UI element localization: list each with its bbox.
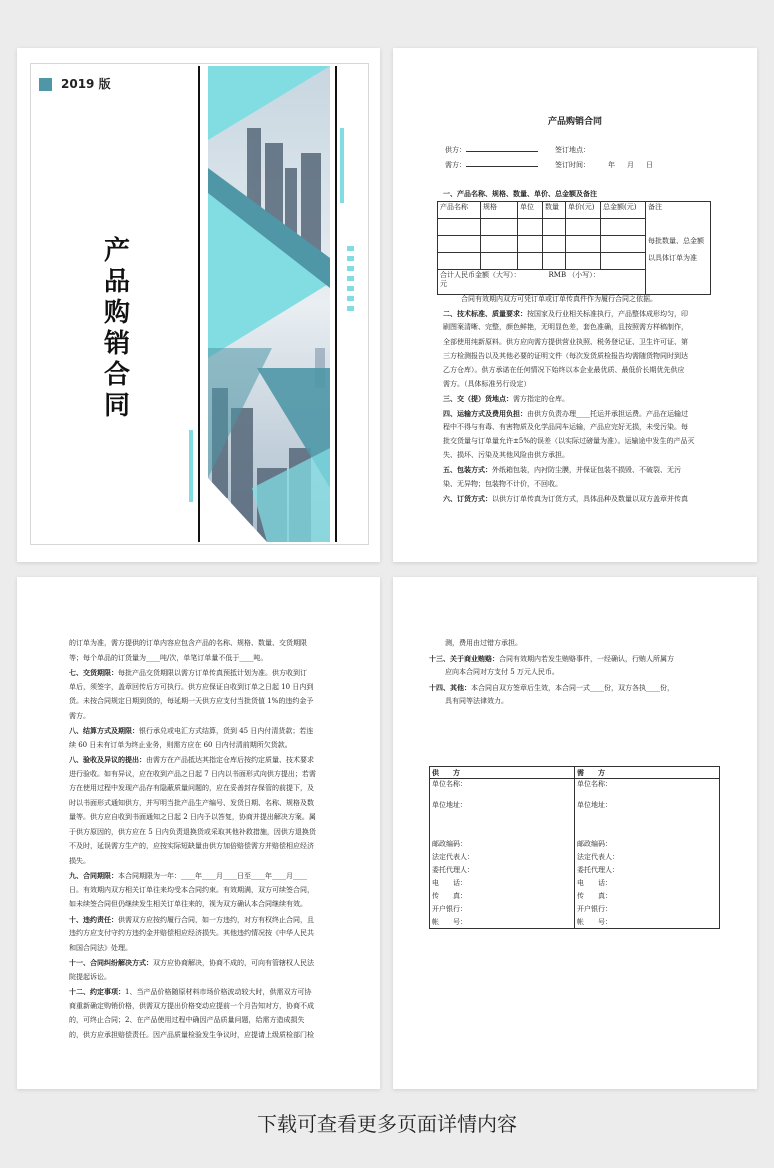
sign-field: 电 话： [432, 878, 467, 887]
text-line: 合同有效期内双方可凭订单或订单传真件作为履行合同之依据。 [461, 295, 657, 303]
sign-field: 单位名称： [432, 780, 467, 788]
text-line: 染、无异物；包装物不计价，不回收。 [443, 479, 562, 488]
signature-table: 供 方 需 方 单位名称： 单位地址： 邮政编码： 法定代表人： 委托代理人： 电 话： 传 真： 开户银行： 帐 号： 单位名称： 单位地址： 邮政编码： 法定代表人： 委托代理人： 电 话： 传 真： 开户银行： 帐 号： [429, 766, 720, 929]
text-line: 测，费用由过错方承担。 [445, 639, 522, 647]
accent-bar-left [189, 430, 193, 502]
text-line: 商重新确定购销价格，供需双方提出价格变动应提前一个月告知对方，协商不成 [69, 1001, 314, 1010]
text-line: 批交货量与订单量允许±5%的误差（以实际过磅量为准）。运输途中发生的产品灭 [443, 437, 695, 445]
contract-title: 产品购销合同 [547, 117, 602, 127]
text-line: 的订单为准，需方提供的订单内容应包含产品的名称、规格、数量、交货期限 [69, 639, 307, 647]
sign-field: 帐 号： [577, 917, 612, 926]
text-line: 院提起诉讼。 [69, 972, 111, 981]
text-line: 刷图案清晰、完整，颜色鲜艳，无明显色差，套色准确，且按照需方样稿制作， [443, 323, 688, 332]
text-line: 失、损坏、污染及其他风险由供方承担。 [443, 451, 569, 460]
text-line: 十三、关于商业贿赂：合同有效期内若发生贿赂事件，一经确认，行贿人所属方 [429, 653, 674, 663]
text-line: 违约方应支付守约方违约金并赔偿相应经济损失。其他违约情况按《中华人民共 [69, 929, 314, 937]
text-line: 九、合同期限：本合同期限为一年：____年____月____日至____年____月____ [69, 871, 307, 880]
sign-field: 传 真： [432, 891, 467, 900]
text-line: 八、验收及异议的提出：由需方在产品抵达其指定仓库后按约定质量、技术要求 [69, 755, 314, 764]
text-line: 的，可终止合同；2、在产品使用过程中确因产品质量问题，给需方造成损失 [69, 1016, 305, 1024]
sign-field: 开户银行： [432, 904, 467, 913]
sign-field: 委托代理人： [577, 865, 619, 874]
text-line: 不及时，延误需方生产的，应按实际短缺量由供方加倍赔偿需方并赔偿相应经济 [69, 842, 314, 850]
text-line: 日。有效期内双方相关订单往来均受本合同约束。有效期满，双方可续签合同， [69, 885, 314, 894]
text-line: 三方检测报告以及其他必要的证明文件（每次发货质检报告均需随货物同时到达 [443, 351, 688, 360]
sign-field: 邮政编码： [432, 839, 467, 848]
sign-field: 法定代表人： [432, 852, 474, 861]
cover-art [17, 48, 380, 562]
text-line: 五、包装方式：外纸箱包装，内衬防尘膜，并保证包装不损毁、不破裂、无污 [443, 465, 681, 475]
vertical-line-left [198, 66, 200, 542]
text-line: 十、违约责任：供需双方应按约履行合同，如一方违约，对方有权终止合同，且 [69, 914, 314, 924]
sign-field: 电 话： [577, 878, 612, 887]
sign-field: 邮政编码： [577, 839, 612, 848]
cover-title: 产 品 购 销 合 同 [103, 236, 130, 421]
year-square [39, 78, 52, 91]
sign-field: 单位地址： [432, 800, 467, 809]
sign-time: 签订时间： 年 月 日 [555, 161, 653, 169]
download-more-text: 下载可查看更多页面详情内容 [257, 1112, 517, 1136]
text-line: 十四、其他：本合同自双方签章后生效，本合同一式____份，双方各执____份， [429, 682, 674, 692]
text-line: 三、交（提）货地点：需方指定的仓库。 [443, 394, 569, 404]
text-line: 和国合同法》处理。 [69, 943, 132, 952]
contract-page-2 [17, 577, 380, 1089]
sign-field: 法定代表人： [577, 852, 619, 861]
text-line: 十二、约定事项：1、当产品价格随原材料市场价格波动较大时，供需双方可协 [69, 987, 312, 996]
text-line: 损失。 [69, 856, 90, 865]
text-line: 方在使用过程中发现产品存有隐蔽质量问题的，应在妥善封存保管的前提下，及 [69, 784, 314, 792]
text-line: 于供方原因的，供方应在 5 日内负责退换货或采取其他补救措施，因供方退换货 [69, 827, 316, 836]
supplier-row: 供方： [445, 146, 538, 155]
text-line: 六、订货方式：以供方订单传真为订货方式，具体品种及数量以双方盖章并传真 [443, 493, 688, 503]
text-line: 量等。供方应自收到书面通知之日起 2 日内予以答复，协商并提出解决方案。属 [69, 813, 316, 821]
text-line: 全部使用纯新原料。供方应向需方提供营业执照、税务登记证、卫生许可证、第 [443, 337, 688, 346]
vertical-line-right [335, 66, 337, 542]
text-line: 等；每个单品的订货量为____吨/次，单笔订单量不低于____吨。 [69, 653, 268, 662]
sign-field: 帐 号： [432, 917, 467, 926]
text-line: 时以书面形式通知供方，并写明当批产品生产编号、发货日期、名称、规格及数 [69, 798, 314, 807]
text-line: 八、结算方式及期限：银行承兑或电汇方式结算，货到 45 日内付清货款；若连 [69, 726, 314, 735]
text-line: 需方。（具体标准另行设定） [443, 380, 531, 389]
product-table: 产品名称 规格 单位 数量 单价(元) 总金额(元) 备注 每批数量、总金额 以具体订单为准 合计人民币金额（大写）： RMB （小写）： 元 [437, 201, 711, 295]
text-line: 进行验收。如有异议，应在收到产品之日起 7 日内以书面形式向供方提出；若需 [69, 769, 316, 778]
sign-field: 传 真： [577, 891, 612, 900]
text-line: 应向本合同对方支付 5 万元人民币。 [445, 668, 559, 676]
text-line: 货。未按合同规定日期到货的，每延期一天供方应支付当批货值 1%的违约金予 [69, 697, 314, 705]
section-1-heading: 一、产品名称、规格、数量、单价、总金额及备注 [443, 189, 597, 198]
sign-place: 签订地点： [555, 146, 590, 154]
accent-bar-right [340, 128, 344, 203]
sign-field: 单位地址： [577, 800, 612, 809]
text-line: 如未续签合同但仍继续发生相关订单往来的，视为双方确认本合同继续有效。 [69, 900, 307, 908]
cover-year: 2019 版 [61, 77, 111, 91]
buyer-row: 需方： [445, 161, 538, 170]
sign-field: 单位名称： [577, 780, 612, 788]
text-line: 乙方仓库）。供方承诺在任何情况下始终以本企业最优质、最低价长期优先供应 [443, 366, 685, 374]
sign-field: 委托代理人： [432, 865, 474, 874]
cover-page [17, 48, 380, 562]
text-line: 十一、合同纠纷解决方式：双方应协商解决，协商不成的，可向有管辖权人民法 [69, 958, 314, 967]
contract-page-1 [393, 48, 757, 562]
text-line: 单后，须签字，盖章回传后方可执行。供方应保证自收到订单之日起 10 日内到 [69, 682, 314, 691]
text-line: 七、交货期限：每批产品交货期限以需方订单传真预抵计划为准。供方收到订 [69, 668, 307, 677]
text-line: 具有同等法律效力。 [445, 697, 508, 705]
text-line: 程中不得与有毒、有害物质及化学品同车运输，产品应完好无损，未受污染。每 [443, 422, 688, 431]
text-line: 四、运输方式及费用负担：由供方负责办理____托运并承担运费。产品在运输过 [443, 408, 688, 418]
contract-page-3 [393, 577, 757, 1089]
text-line: 的，供方应承担赔偿责任。因产品质量检验发生争议时，应提请上级质检部门检 [69, 1030, 314, 1039]
text-line: 续 60 日未有订单为终止业务，则需方应在 60 日内付清前期所欠货款。 [69, 740, 292, 749]
text-line: 需方。 [69, 711, 90, 720]
text-line: 二、技术标准、质量要求：按国家及行业相关标准执行，产品整体成形均匀，印 [443, 309, 688, 319]
sign-field: 开户银行： [577, 904, 612, 913]
